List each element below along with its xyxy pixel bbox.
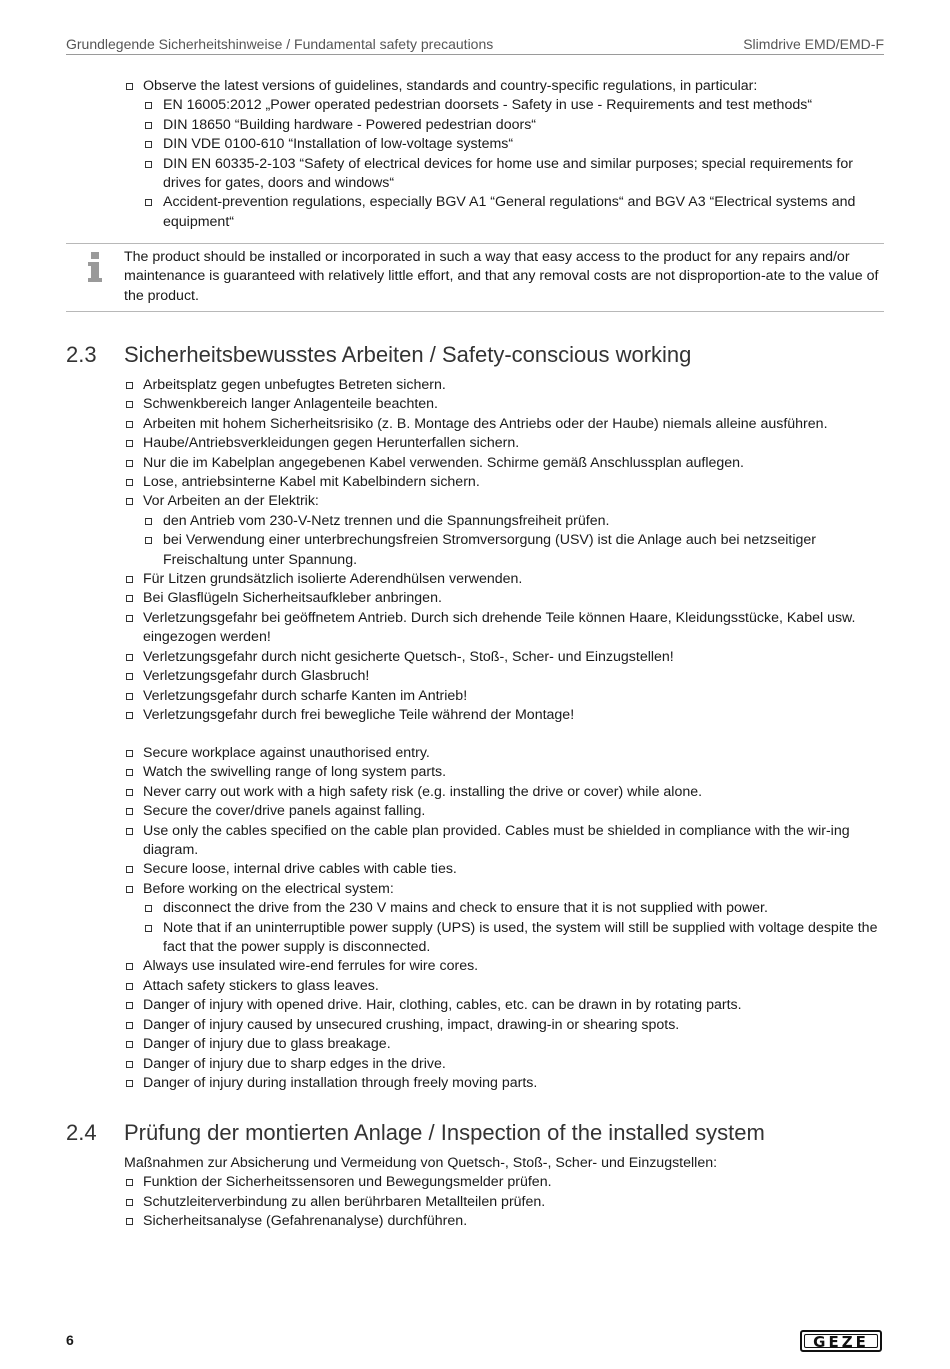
list-item xyxy=(124,880,884,958)
sub-list-item: DIN 18650 “Building hardware - Powered pedestrian doors“ xyxy=(143,116,884,135)
section-lead-text: Maßnahmen zur Absicherung und Vermeidung von Quetsch-, Stoß-, Scher- und Einzugstellen: xyxy=(124,1155,718,1171)
page-header xyxy=(66,34,884,55)
list-item: Verletzungsgefahr durch nicht gesicherte Quetsch-, Stoß-, Scher- und Einzugstellen! xyxy=(124,648,884,667)
sub-list-item: DIN VDE 0100-610 “Installation of low-voltage systems“ xyxy=(143,135,884,154)
list-item: Danger of injury due to glass breakage. xyxy=(124,1035,884,1054)
list-item xyxy=(124,77,884,232)
list-item: Nur die im Kabelplan angegebenen Kabel verwenden. Schirme gemäß Anschlussplan auflegen. xyxy=(124,454,884,473)
section-2-4-content xyxy=(124,1154,884,1232)
list-item: Danger of injury due to sharp edges in the drive. xyxy=(124,1055,884,1074)
list-item: Danger of injury caused by unsecured crushing, impact, drawing-in or shearing spots. xyxy=(124,1016,884,1035)
list-item xyxy=(124,492,884,570)
info-icon xyxy=(86,252,104,282)
section-number: 2.3 xyxy=(66,342,97,367)
logo-text: GEZE xyxy=(813,1333,869,1351)
list-item: Danger of injury during installation through freely moving parts. xyxy=(124,1074,884,1093)
section-title: Sicherheitsbewusstes Arbeiten / Safety-conscious working xyxy=(124,342,692,367)
sub-list-item: Note that if an uninterruptible power supply (UPS) is used, the system will still be supplied with voltage despite the fact that the power supply is disconnected. xyxy=(143,919,884,958)
header-chapter-title: Grundlegende Sicherheitshinweise / Fundamental safety precautions xyxy=(66,36,494,52)
sub-list xyxy=(143,512,884,570)
intro-list xyxy=(124,77,884,232)
list-item: Always use insulated wire-end ferrules for wire cores. xyxy=(124,957,884,976)
section-number: 2.4 xyxy=(66,1120,97,1145)
sub-list-item: DIN EN 60335-2-103 “Safety of electrical devices for home use and similar purposes; special requirements for drives for gates, doors and windows“ xyxy=(143,155,884,194)
sub-list-item: den Antrieb vom 230-V-Netz trennen und die Spannungsfreiheit prüfen. xyxy=(143,512,884,531)
list-item: Attach safety stickers to glass leaves. xyxy=(124,977,884,996)
section-2-3-german-list xyxy=(124,376,884,725)
list-item: Never carry out work with a high safety risk (e.g. installing the drive or cover) while alone. xyxy=(124,783,884,802)
list-item: Schutzleiterverbindung zu allen berührbaren Metallteilen prüfen. xyxy=(124,1193,884,1212)
header-product-name: Slimdrive EMD/EMD-F xyxy=(743,36,884,52)
list-item: Verletzungsgefahr durch frei bewegliche Teile während der Montage! xyxy=(124,706,884,725)
list-item: Use only the cables specified on the cable plan provided. Cables must be shielded in compliance with the wir-ing diagram. xyxy=(124,822,884,861)
sub-list xyxy=(143,899,884,957)
list-item: Schwenkbereich langer Anlagenteile beachten. xyxy=(124,395,884,414)
standards-sublist xyxy=(143,96,884,232)
list-item: Arbeiten mit hohem Sicherheitsrisiko (z. B. Montage des Antriebs oder der Haube) niemals alleine ausführen. xyxy=(124,415,884,434)
list-item: Verletzungsgefahr durch Glasbruch! xyxy=(124,667,884,686)
list-item: Secure the cover/drive panels against falling. xyxy=(124,802,884,821)
list-item-text: Before working on the electrical system: xyxy=(143,880,394,897)
list-item: Lose, antriebsinterne Kabel mit Kabelbindern sichern. xyxy=(124,473,884,492)
list-item: Funktion der Sicherheitssensoren und Bewegungsmelder prüfen. xyxy=(124,1173,884,1192)
list-item: Haube/Antriebsverkleidungen gegen Herunterfallen sichern. xyxy=(124,434,884,453)
list-item: Danger of injury with opened drive. Hair, clothing, cables, etc. can be drawn in by rotating parts. xyxy=(124,996,884,1015)
list-item: Bei Glasflügeln Sicherheitsaufkleber anbringen. xyxy=(124,589,884,608)
list-item: Secure workplace against unauthorised entry. xyxy=(124,744,884,763)
list-item-text: Observe the latest versions of guidelines, standards and country-specific regulations, in particular: xyxy=(143,78,758,94)
list-item: Secure loose, internal drive cables with cable ties. xyxy=(124,860,884,879)
list-item: Verletzungsgefahr bei geöffnetem Antrieb. Durch sich drehende Teile können Haare, Kleidungsstücke, Kabel usw. eingezogen werden! xyxy=(124,609,884,648)
list-item: Sicherheitsanalyse (Gefahrenanalyse) durchführen. xyxy=(124,1212,884,1231)
sub-list-item: disconnect the drive from the 230 V mains and check to ensure that it is not supplied with power. xyxy=(143,899,884,918)
list-item-text: Vor Arbeiten an der Elektrik: xyxy=(143,493,319,510)
section-2-3-english-list xyxy=(124,744,884,1093)
list-item: Für Litzen grundsätzlich isolierte Aderendhülsen verwenden. xyxy=(124,570,884,589)
sub-list-item: bei Verwendung einer unterbrechungsfreien Stromversorgung (USV) ist die Anlage auch bei netzseitiger Freischaltung unter Spannung. xyxy=(143,531,884,570)
list-item: Arbeitsplatz gegen unbefugtes Betreten sichern. xyxy=(124,376,884,395)
section-title: Prüfung der montierten Anlage / Inspection of the installed system xyxy=(124,1120,765,1145)
list-item: Verletzungsgefahr durch scharfe Kanten im Antrieb! xyxy=(124,687,884,706)
geze-logo xyxy=(800,1330,882,1352)
sub-list-item: Accident-prevention regulations, especially BGV A1 “General regulations“ and BGV A3 “Electrical systems and equipment“ xyxy=(143,193,884,232)
info-note-text: The product should be installed or incorporated in such a way that easy access to the product for any repairs and/or maintenance is guaranteed with relatively little effort, and that any removal costs are not disproportion-ate to the value of the product. xyxy=(124,249,879,304)
sub-list-item: EN 16005:2012 „Power operated pedestrian doorsets - Safety in use - Requirements and test methods“ xyxy=(143,96,884,115)
list-item: Watch the swivelling range of long system parts. xyxy=(124,763,884,782)
info-note xyxy=(66,243,884,312)
page-number: 6 xyxy=(66,1332,74,1348)
